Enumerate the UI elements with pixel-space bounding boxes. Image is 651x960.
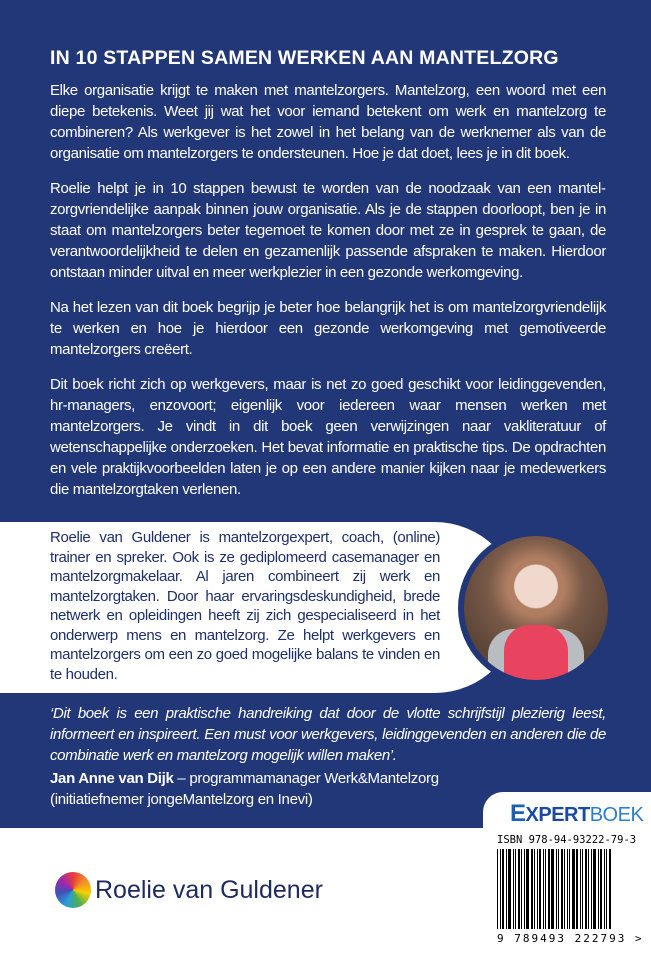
barcode-bar xyxy=(513,849,514,929)
barcode-bar xyxy=(537,849,538,929)
intro-paragraph-2: Roelie helpt je in 10 stappen bewust te worden van de noodzaak van een mantelzorgvriendelijke aanpak binnen jouw organisatie. Als je de stappen doorloopt, ben je in staat om mantelzorgers beter tegemoet te komen door met ze in gesprek te gaan, de verantwoordelijkheid te delen en gezamenlijk passende afspraken te maken. Hierdoor ontstaan minder uitval en meer werkplezier in een gezonde werkomgeving. xyxy=(50,180,606,281)
barcode-bar xyxy=(606,849,607,929)
barcode-bar xyxy=(548,849,550,929)
barcode-bar xyxy=(591,849,592,929)
isbn-label: ISBN 978-94-93222-79-3 xyxy=(497,834,637,846)
barcode-bar xyxy=(567,849,568,929)
publisher-box xyxy=(483,792,651,960)
author-logo xyxy=(55,872,323,908)
barcode-bar xyxy=(524,849,525,929)
barcode xyxy=(497,849,629,929)
barcode-bar xyxy=(521,849,522,929)
author-bio: Roelie van Guldener is mantelzorgexpert, coach, (online) trainer en spreker. Ook is ze gediplomeerd casemanager en mantelzorgmakelaar. Al jaren combineert zij werk en mantelzorgtaken. Door haar ervaringsdeskundigheid, brede netwerk en opleidingen heeft zij zich gespecialiseerd in het onderwerp mens en mantelzorg. Ze helpt werkgevers en mantelzorgers om een zo goed mogelijke balans te vinden en te houden. xyxy=(50,529,440,683)
barcode-bar xyxy=(558,849,559,929)
intro-paragraph-1: Elke organisatie krijgt te maken met mantelzorgers. Mantelzorg, een woord met een diepe betekenis. Weet jij wat het voor iemand betekent om werk en mantelzorg te combineren? Als werkgever is het zowel in het belang van de werknemer als van de organisatie om mantelzorgers te ondersteunen. Hoe je dat doet, lees je in dit boek. xyxy=(50,82,606,162)
barcode-bar xyxy=(572,849,575,929)
barcode-bar xyxy=(500,849,501,929)
intro-paragraph-4: Dit boek richt zich op werkgevers, maar is net zo goed geschikt voor leidinggevenden, hr-managers, enzovoort; eigenlijk voor iedereen waar mensen werken met mantelzorgers. Je vindt in dit boek geen verwijzingen naar vakliteratuur of wetenschappelijke onderzoeken. Het bevat informatie en praktische tips. De opdrachten en vele praktijkvoorbeelden laten je op een andere manier kijken naar je medewerkers die mantelzorgtaken verlenen. xyxy=(50,376,606,498)
author-logo-text: Roelie van Guldener xyxy=(95,875,323,904)
author-photo xyxy=(458,530,614,686)
barcode-bar xyxy=(502,849,504,929)
barcode-bar xyxy=(534,849,535,929)
barcode-bar xyxy=(588,849,589,929)
book-title: IN 10 STAPPEN SAMEN WERKEN AAN MANTELZORG xyxy=(50,47,559,69)
bottom-section xyxy=(0,800,651,960)
barcode-bar xyxy=(598,849,599,929)
bio-band xyxy=(0,522,520,693)
endorsement-quote: ‘Dit boek is een praktische handreiking dat door de vlotte schrijfstijl plezierig leest, informeert en inspireert. Een must voor werkgevers, leidinggevenden en anderen die de combinatie werk en mantelzorg mogelijk willen maken’. xyxy=(50,705,606,764)
bio-section xyxy=(0,522,651,693)
ean-digits: 9 789493 222793 > xyxy=(497,932,644,945)
barcode-bar xyxy=(585,849,587,929)
barcode-bar xyxy=(508,849,511,929)
globe-icon xyxy=(55,872,91,908)
barcode-bar xyxy=(580,849,581,929)
barcode-bar xyxy=(551,849,554,929)
endorser-affiliation: (initiatiefnemer jongeMantelzorg en Inevi) xyxy=(50,791,313,808)
barcode-bar xyxy=(604,849,605,929)
barcode-bar xyxy=(545,849,546,929)
barcode-bar xyxy=(518,849,520,929)
barcode-bar xyxy=(600,849,602,929)
barcode-bar xyxy=(561,849,563,929)
endorsement-author xyxy=(50,768,470,810)
barcode-bar xyxy=(556,849,557,929)
barcode-bar xyxy=(531,849,533,929)
barcode-bar xyxy=(497,849,498,929)
barcode-bar xyxy=(515,849,516,929)
barcode-bar xyxy=(506,849,507,929)
intro-paragraph-3: Na het lezen van dit boek begrijp je beter hoe belangrijk het is om mantelzorgvriendelijk te werken en hoe je hierdoor een gezonde werkomgeving met gemotiveerde mantelzorgers creëert. xyxy=(50,299,606,358)
barcode-bar xyxy=(593,849,596,929)
barcode-bar xyxy=(526,849,529,929)
barcode-bar xyxy=(564,849,565,929)
barcode-bar xyxy=(539,849,541,929)
endorser-name: Jan Anne van Dijk xyxy=(50,770,174,787)
barcode-bar xyxy=(609,849,611,929)
barcode-bar xyxy=(576,849,578,929)
publisher-logo: EXPERTBOEK xyxy=(510,800,644,827)
barcode-bar xyxy=(543,849,544,929)
endorser-role: – programmamanager Werk&Mantelzorg xyxy=(173,770,439,787)
barcode-bar xyxy=(582,849,583,929)
barcode-bar xyxy=(569,849,570,929)
